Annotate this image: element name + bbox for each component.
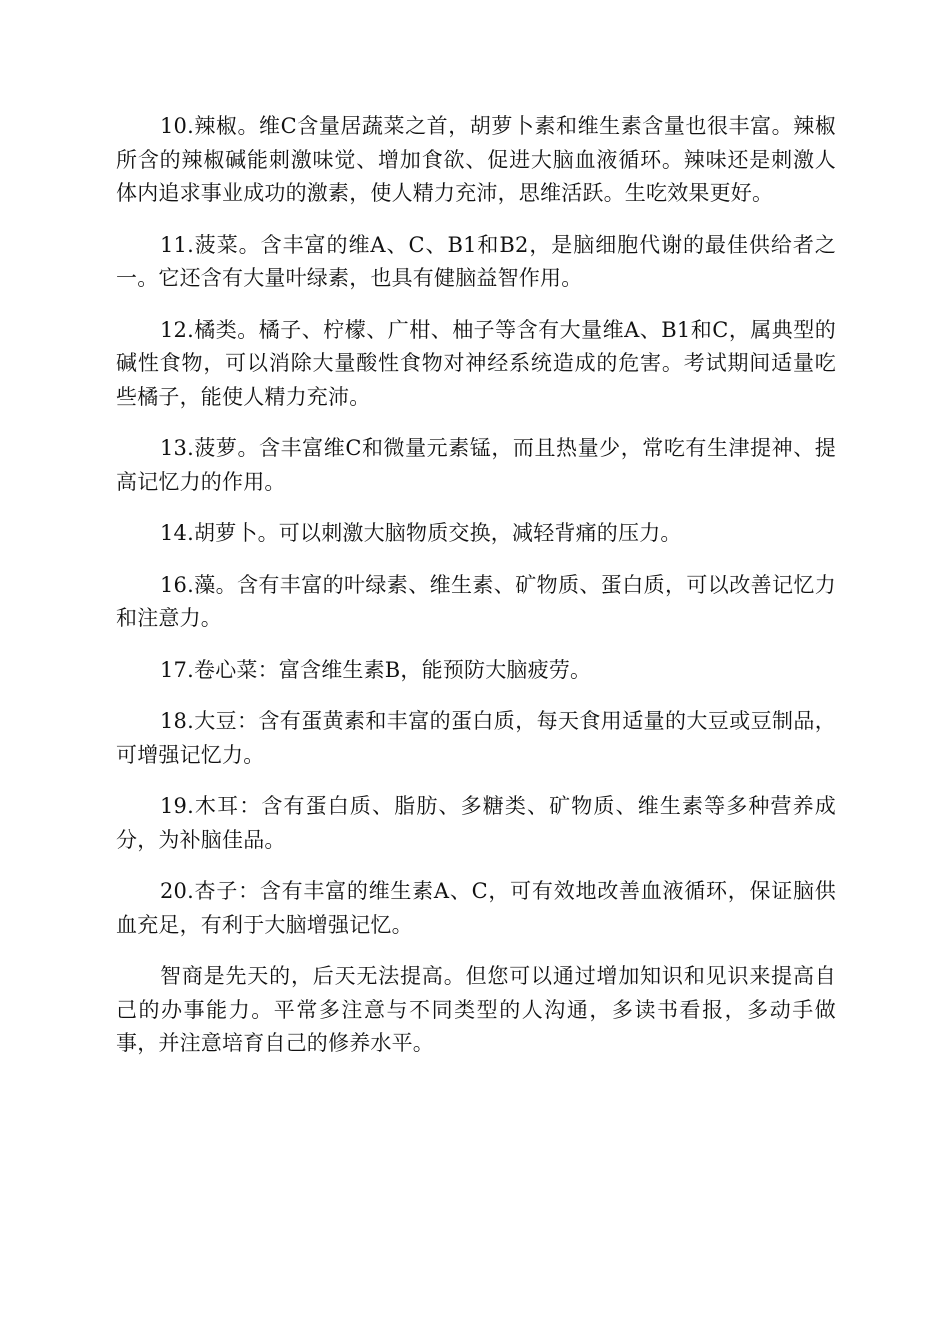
- paragraph-apricot: 20.杏子：含有丰富的维生素A、C，可有效地改善血液循环，保证脑供血充足，有利于大脑增强记忆。: [116, 879, 836, 937]
- paragraph-algae: 16.藻。含有丰富的叶绿素、维生素、矿物质、蛋白质，可以改善记忆力和注意力。: [116, 572, 836, 630]
- paragraph-citrus: 12.橘类。橘子、柠檬、广柑、柚子等含有大量维A、B1和C，属典型的碱性食物，可以消除大量酸性食物对神经系统造成的危害。考试期间适量吃些橘子，能使人精力充沛。: [116, 317, 836, 409]
- paragraph-spinach: 11.菠菜。含丰富的维A、C、B1和B2，是脑细胞代谢的最佳供给者之一。它还含有大量叶绿素，也具有健脑益智作用。: [116, 232, 836, 290]
- paragraph-wood-ear: 19.木耳：含有蛋白质、脂肪、多糖类、矿物质、维生素等多种营养成分，为补脑佳品。: [116, 794, 836, 852]
- paragraph-pineapple: 13.菠萝。含丰富维C和微量元素锰，而且热量少，常吃有生津提神、提高记忆力的作用。: [116, 436, 836, 494]
- document-body: [116, 110, 836, 1079]
- paragraph-carrot: 14.胡萝卜。可以刺激大脑物质交换，减轻背痛的压力。: [160, 521, 682, 545]
- paragraph-soybean: 18.大豆：含有蛋黄素和丰富的蛋白质，每天食用适量的大豆或豆制品，可增强记忆力。: [116, 709, 836, 767]
- paragraph-iq-conclusion: 智商是先天的，后天无法提高。但您可以通过增加知识和见识来提高自己的办事能力。平常多注意与不同类型的人沟通，多读书看报，多动手做事，并注意培育自己的修养水平。: [116, 964, 836, 1055]
- paragraph-chili: 10.辣椒。维C含量居蔬菜之首，胡萝卜素和维生素含量也很丰富。辣椒所含的辣椒碱能刺激味觉、增加食欲、促进大脑血液循环。辣味还是刺激人体内追求事业成功的激素，使人精力充沛，思维活跃。生吃效果更好。: [116, 114, 836, 205]
- paragraph-cabbage: 17.卷心菜：富含维生素B，能预防大脑疲劳。: [160, 657, 592, 682]
